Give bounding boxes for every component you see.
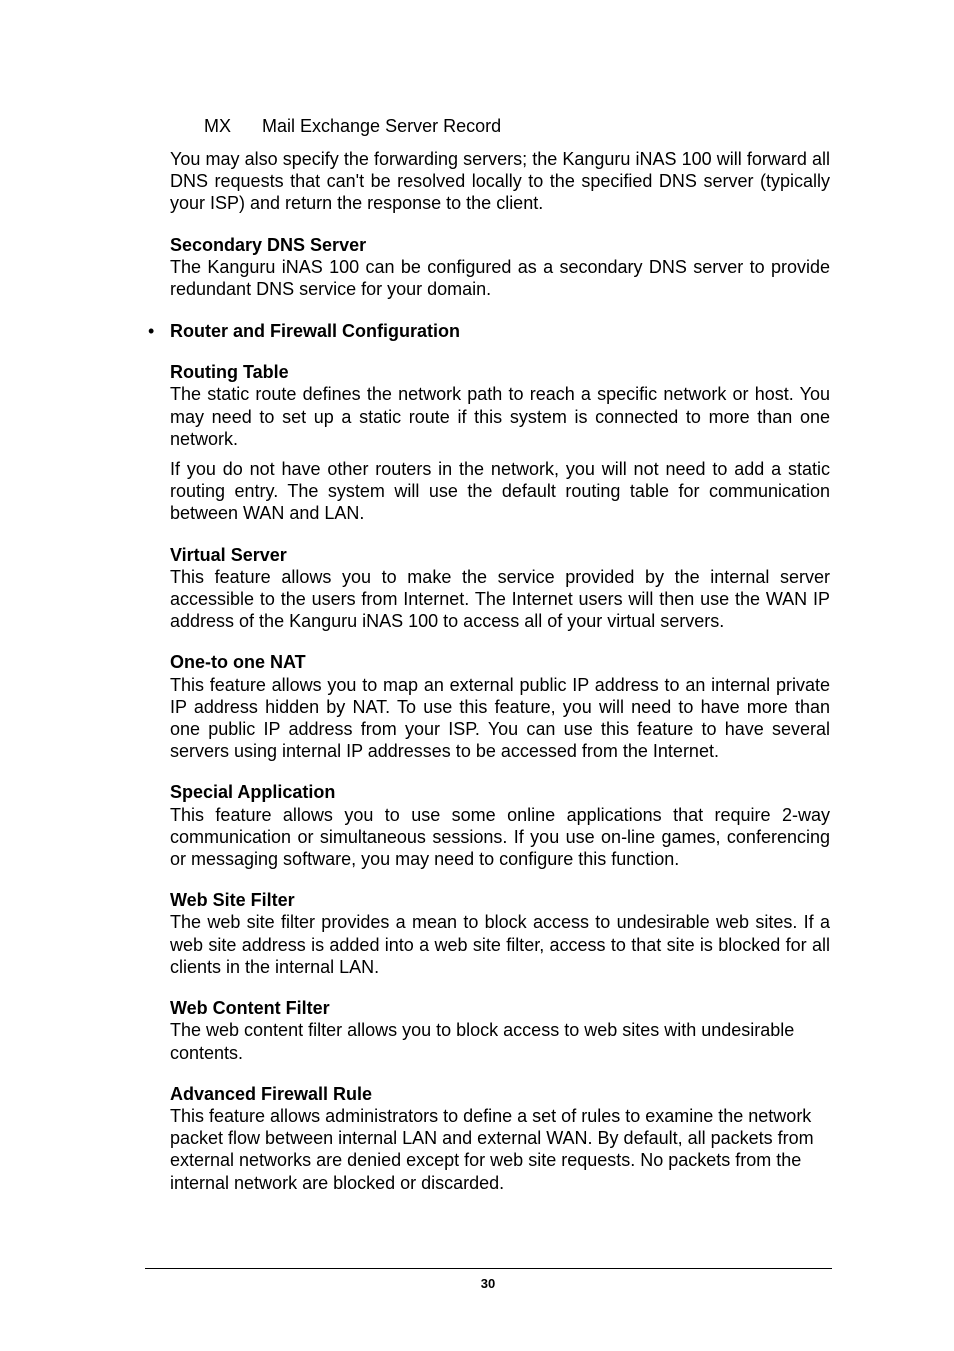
- record-type-description: Mail Exchange Server Record: [262, 116, 502, 136]
- secondary-dns-heading: Secondary DNS Server: [170, 234, 367, 255]
- routing-table-heading: Routing Table: [170, 362, 289, 383]
- web-content-filter-heading: Web Content Filter: [170, 998, 330, 1019]
- web-content-filter-paragraph: The web content filter allows you to block access to web sites with undesirable contents.: [170, 1020, 795, 1063]
- advanced-firewall-rule-heading: Advanced Firewall Rule: [170, 1083, 373, 1104]
- bullet-item: [148, 320, 830, 342]
- virtual-server-paragraph: This feature allows you to make the service provided by the internal server accessible to the users from Internet. The Internet users will then use the WAN IP address of the Kanguru iNAS 100 to access all of your virtual servers.: [170, 566, 830, 632]
- record-type-code: MX: [204, 116, 231, 136]
- virtual-server-heading: Virtual Server: [170, 544, 287, 565]
- one-to-one-nat-paragraph: This feature allows you to map an external public IP address to an internal private IP address hidden by NAT. To use this feature, you will need to have more than one public IP address from your ISP. You can use this feature to have several servers using internal IP addresses to be accessed from the Internet.: [170, 674, 830, 762]
- bullet-title: Router and Firewall Configuration: [170, 321, 461, 342]
- web-site-filter-heading: Web Site Filter: [170, 890, 295, 911]
- forwarding-paragraph: You may also specify the forwarding servers; the Kanguru iNAS 100 will forward all DNS requests that can't be resolved locally to the specified DNS server (typically your ISP) and return the response to the client.: [170, 149, 830, 214]
- advanced-firewall-rule-paragraph: This feature allows administrators to define a set of rules to examine the network packet flow between internal LAN and external WAN. By default, all packets from external networks are denied except for web site requests. No packets from the internal network are blocked or discarded.: [170, 1105, 814, 1193]
- special-application-heading: Special Application: [170, 782, 336, 803]
- page-number: 30: [480, 1276, 496, 1291]
- bullet-icon: •: [148, 321, 155, 342]
- page-content: [148, 112, 830, 1194]
- footer-divider: [145, 1268, 832, 1269]
- special-application-paragraph: This feature allows you to use some online applications that require 2-way communication or simultaneous sessions. If you use on-line games, conferencing or messaging software, you may need to configure this function.: [170, 804, 830, 870]
- routing-table-paragraph-1: The static route defines the network path to reach a specific network or host. You may need to set up a static route if this system is connected to more than one network.: [170, 384, 830, 449]
- routing-table-paragraph-2: If you do not have other routers in the network, you will not need to add a static routing entry. The system will use the default routing table for communication between WAN and LAN.: [170, 459, 830, 524]
- record-type-row: [204, 112, 830, 140]
- secondary-dns-body: The Kanguru iNAS 100 can be configured as a secondary DNS server to provide redundant DNS service for your domain.: [170, 256, 830, 300]
- one-to-one-nat-heading: One-to one NAT: [170, 652, 306, 673]
- web-site-filter-paragraph: The web site filter provides a mean to block access to undesirable web sites. If a web site address is added into a web site filter, access to that site is blocked for all clients in the internal LAN.: [170, 912, 830, 977]
